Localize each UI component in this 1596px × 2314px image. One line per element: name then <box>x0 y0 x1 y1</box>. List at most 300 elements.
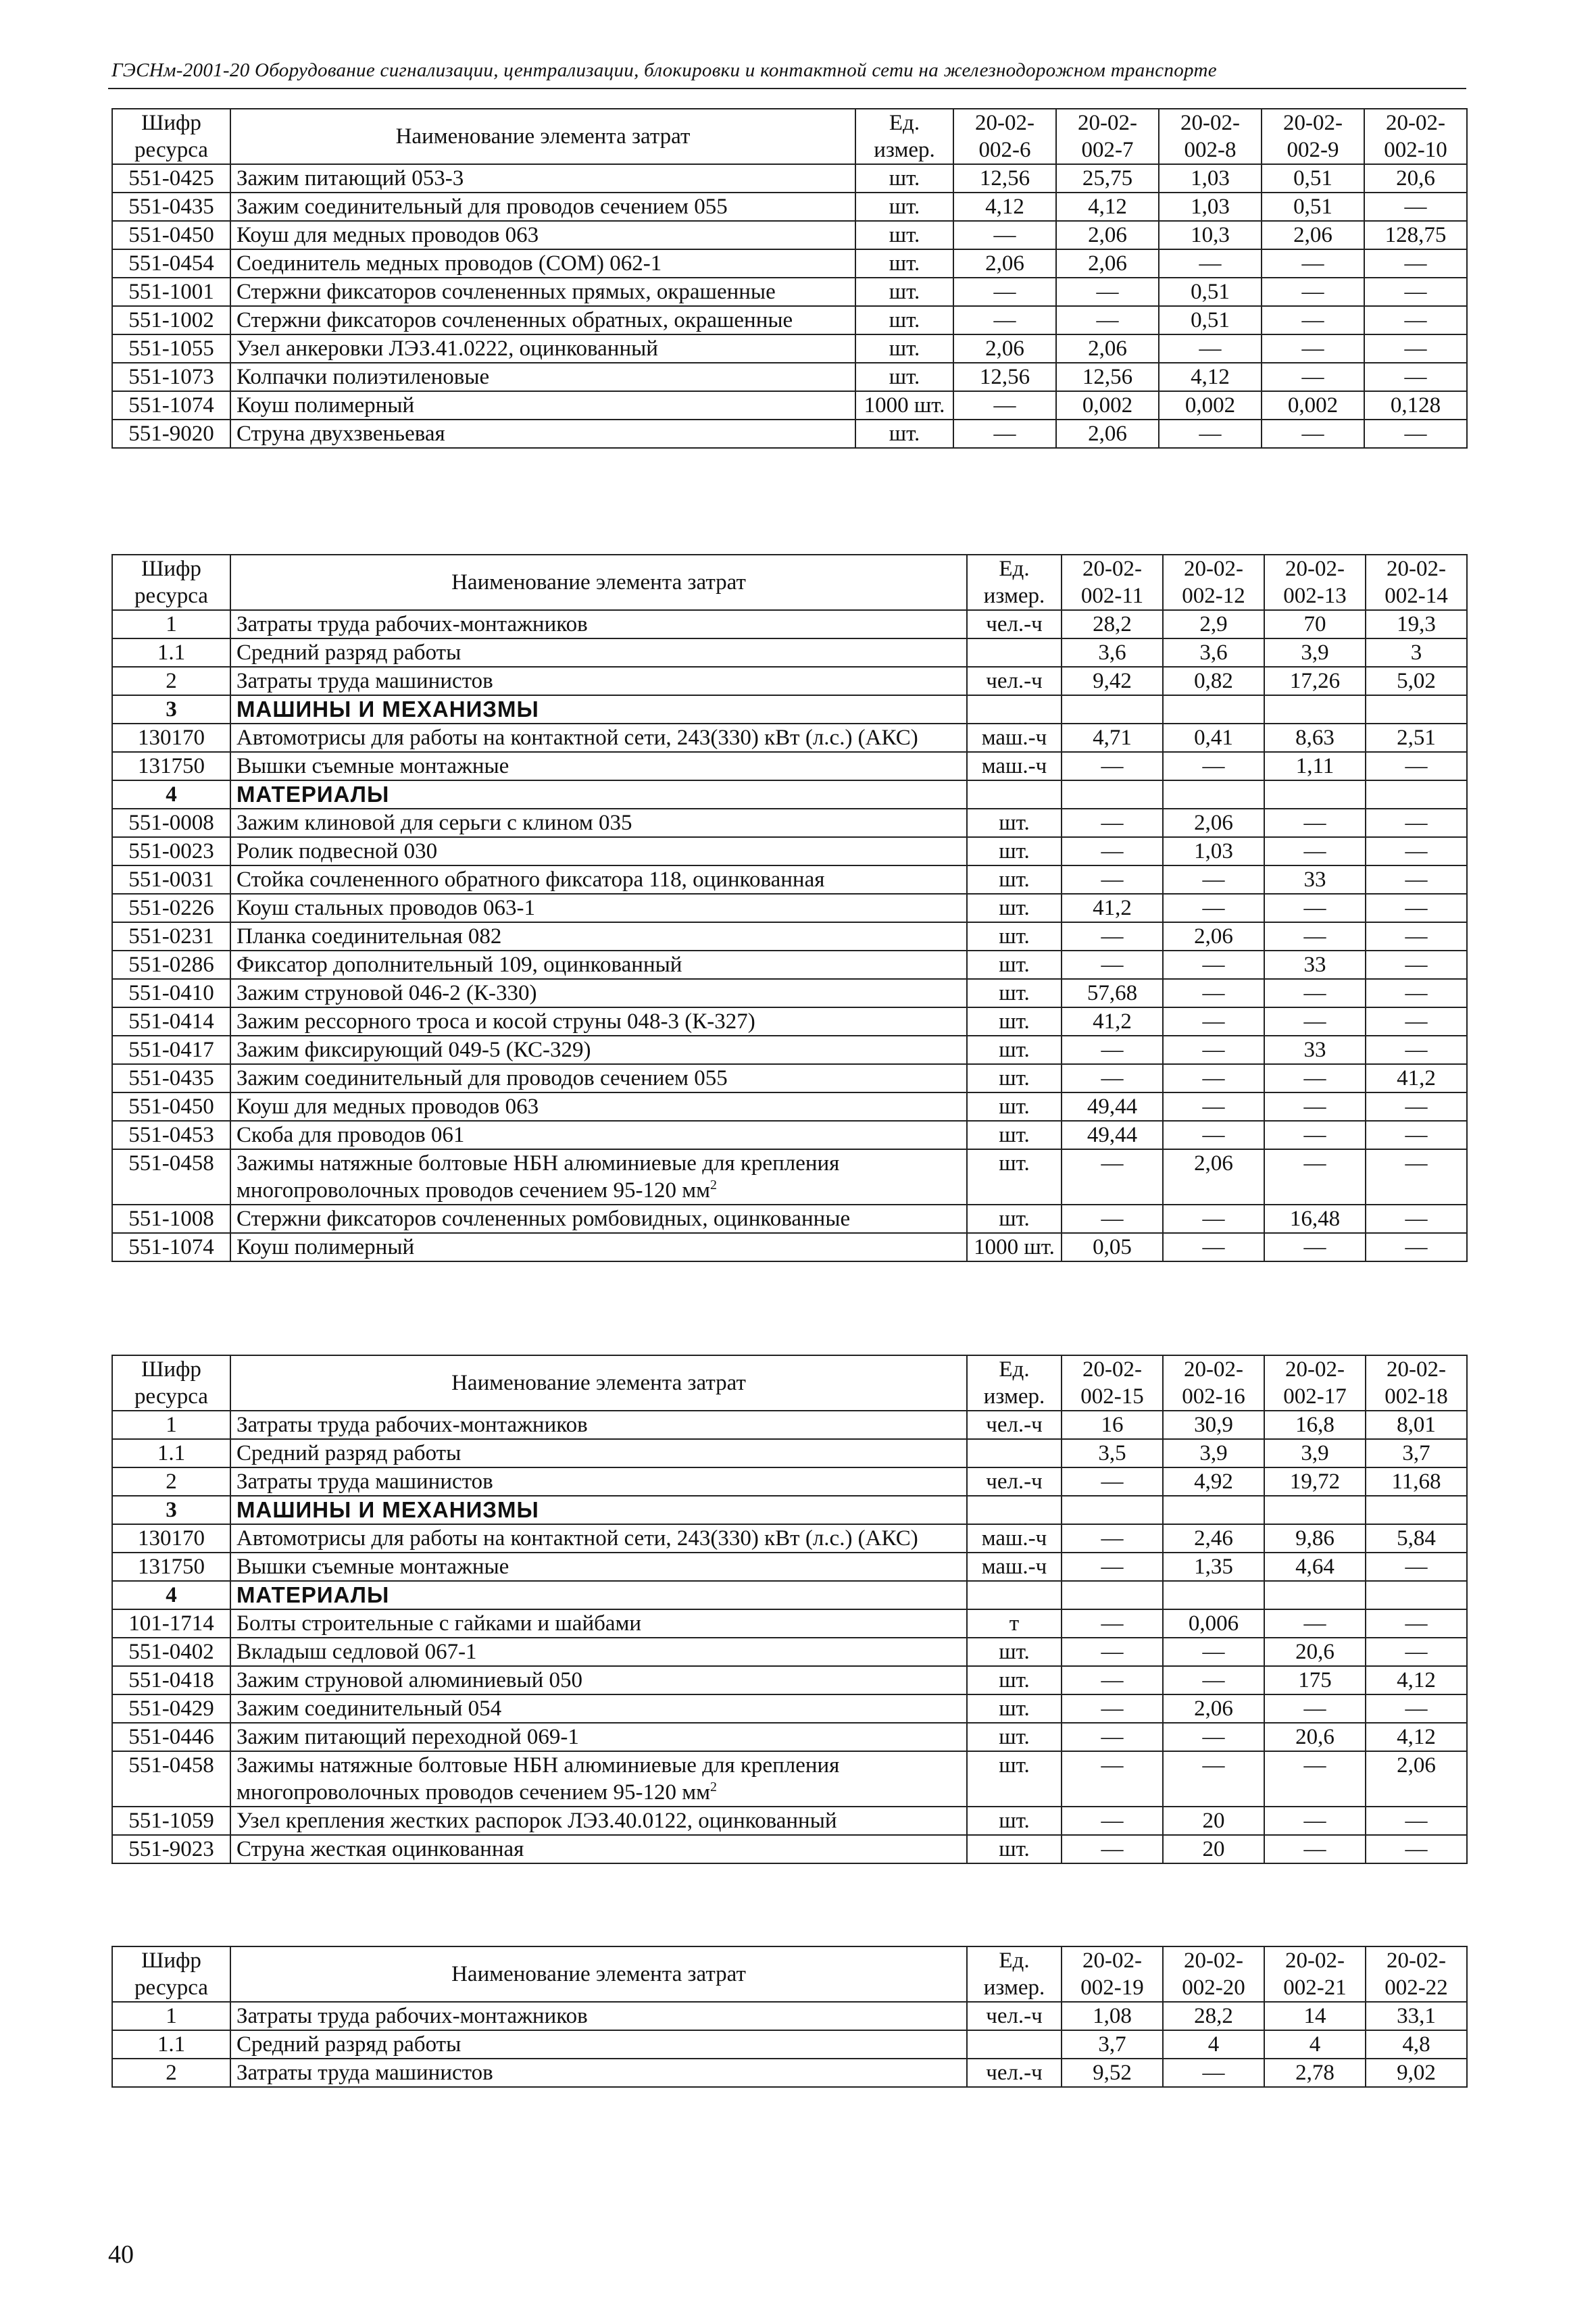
value-cell: — <box>1159 420 1262 448</box>
unit-cell <box>967 1496 1062 1524</box>
unit-cell: шт. <box>855 193 953 221</box>
value-cell: — <box>1159 249 1262 278</box>
value-cell: — <box>1366 1149 1467 1205</box>
resource-name-text: Зажим соединительный 054 <box>236 1696 502 1721</box>
value-cell: 12,56 <box>953 164 1056 193</box>
resource-name-text: Средний разряд работы <box>236 1441 462 1465</box>
resource-code: 551-9023 <box>112 1835 230 1863</box>
value-cell: 4,12 <box>1056 193 1159 221</box>
resource-name <box>230 1121 967 1149</box>
resource-code: 1 <box>112 2002 230 2030</box>
value-cell: 41,2 <box>1366 1064 1467 1092</box>
value-cell: 16,8 <box>1264 1411 1366 1439</box>
table-row <box>112 334 1467 363</box>
value-cell: 2,06 <box>1056 420 1159 448</box>
header-norm-code: 20-02-002-7 <box>1056 109 1159 164</box>
resource-code: 551-1008 <box>112 1205 230 1233</box>
value-cell: 9,86 <box>1264 1524 1366 1553</box>
resource-name <box>230 610 967 638</box>
value-cell <box>1366 695 1467 724</box>
resource-name-text: Стойка сочлененного обратного фиксатора 118, оцинкованная <box>236 867 825 892</box>
value-cell: — <box>1366 951 1467 979</box>
value-cell: 1,11 <box>1264 752 1366 780</box>
header-code: Шифр ресурса <box>112 1946 230 2002</box>
table-row <box>112 752 1467 780</box>
header-norm-code: 20-02-002-21 <box>1264 1946 1366 2002</box>
value-cell: 175 <box>1264 1666 1366 1694</box>
value-cell <box>1366 780 1467 809</box>
table-row <box>112 391 1467 420</box>
value-cell: — <box>1062 1609 1163 1638</box>
value-cell: 28,2 <box>1163 2002 1264 2030</box>
resource-name-text: Коуш стальных проводов 063-1 <box>236 896 535 920</box>
value-cell: — <box>1264 979 1366 1007</box>
unit-cell: шт. <box>855 334 953 363</box>
value-cell: — <box>1364 334 1467 363</box>
value-cell: — <box>1366 979 1467 1007</box>
resource-name-text: Колпачки полиэтиленовые <box>236 365 490 389</box>
resource-name <box>230 363 855 391</box>
resource-code: 2 <box>112 1467 230 1496</box>
value-cell: — <box>1062 1064 1163 1092</box>
header-norm-code: 20-02-002-18 <box>1366 1355 1467 1411</box>
value-cell: 2,06 <box>953 334 1056 363</box>
resource-name-text: МАШИНЫ И МЕХАНИЗМЫ <box>236 1497 539 1522</box>
resource-name <box>230 1233 967 1261</box>
value-cell: 49,44 <box>1062 1092 1163 1121</box>
value-cell: — <box>1366 1553 1467 1581</box>
unit-cell: шт. <box>967 1121 1062 1149</box>
table-row <box>112 1121 1467 1149</box>
resource-name-text: Зажим струновой 046-2 (К-330) <box>236 981 537 1005</box>
value-cell: — <box>1366 1092 1467 1121</box>
value-cell <box>1062 695 1163 724</box>
resource-name <box>230 193 855 221</box>
resource-name <box>230 1205 967 1233</box>
value-cell: — <box>1062 1149 1163 1205</box>
resource-table-4 <box>111 1946 1466 2088</box>
resource-code: 551-0458 <box>112 1751 230 1807</box>
resource-name <box>230 1835 967 1863</box>
unit-cell: шт. <box>967 809 1062 837</box>
value-cell: — <box>1366 1036 1467 1064</box>
resource-name-text: Затраты труда рабочих-монтажников <box>236 612 588 636</box>
table-row <box>112 865 1467 894</box>
value-cell: 2,06 <box>1262 221 1364 249</box>
table-row <box>112 979 1467 1007</box>
header-norm-code: 20-02-002-8 <box>1159 109 1262 164</box>
resource-code: 551-0453 <box>112 1121 230 1149</box>
value-cell: 2,06 <box>1163 1149 1264 1205</box>
value-cell: — <box>1062 1638 1163 1666</box>
table-row <box>112 1149 1467 1205</box>
resource-name <box>230 1092 967 1121</box>
value-cell: 16,48 <box>1264 1205 1366 1233</box>
value-cell: — <box>1366 1638 1467 1666</box>
table-row <box>112 1694 1467 1723</box>
header-code: Шифр ресурса <box>112 109 230 164</box>
header-norm-code: 20-02-002-22 <box>1366 1946 1467 2002</box>
unit-cell: шт. <box>967 1638 1062 1666</box>
resource-name <box>230 306 855 334</box>
resource-name <box>230 1638 967 1666</box>
value-cell: 12,56 <box>953 363 1056 391</box>
unit-cell <box>967 638 1062 667</box>
value-cell: 17,26 <box>1264 667 1366 695</box>
table-row <box>112 1723 1467 1751</box>
resource-name-text: Ролик подвесной 030 <box>236 839 438 863</box>
value-cell: 5,02 <box>1366 667 1467 695</box>
unit-cell: шт. <box>967 1694 1062 1723</box>
cost-table <box>111 1946 1468 2088</box>
value-cell: 33 <box>1264 951 1366 979</box>
value-cell: — <box>1062 1467 1163 1496</box>
resource-name-text: Коуш для медных проводов 063 <box>236 223 539 247</box>
value-cell: — <box>1163 1205 1264 1233</box>
resource-code: 551-0023 <box>112 837 230 865</box>
resource-name-text: Фиксатор дополнительный 109, оцинкованный <box>236 953 682 977</box>
table-row <box>112 1807 1467 1835</box>
header-norm-code: 20-02-002-9 <box>1262 109 1364 164</box>
resource-code: 551-0402 <box>112 1638 230 1666</box>
unit-cell: маш.-ч <box>967 1553 1062 1581</box>
value-cell: — <box>1264 1092 1366 1121</box>
unit-cell: шт. <box>967 1205 1062 1233</box>
resource-code: 551-0435 <box>112 193 230 221</box>
value-cell: — <box>1062 1036 1163 1064</box>
value-cell: — <box>1366 1609 1467 1638</box>
value-cell: — <box>1062 1524 1163 1553</box>
value-cell: 3 <box>1366 638 1467 667</box>
section-row <box>112 780 1467 809</box>
unit-cell: шт. <box>855 221 953 249</box>
value-cell: — <box>1062 837 1163 865</box>
value-cell: 1,03 <box>1159 193 1262 221</box>
value-cell: — <box>1163 752 1264 780</box>
value-cell: 10,3 <box>1159 221 1262 249</box>
value-cell: — <box>1062 1666 1163 1694</box>
resource-name-text: Вкладыш седловой 067-1 <box>236 1640 477 1664</box>
value-cell: — <box>1062 752 1163 780</box>
value-cell: — <box>1163 2059 1264 2087</box>
resource-code: 1.1 <box>112 638 230 667</box>
resource-code: 1 <box>112 1411 230 1439</box>
value-cell: — <box>953 306 1056 334</box>
resource-code: 551-1001 <box>112 278 230 306</box>
unit-cell: шт. <box>967 1666 1062 1694</box>
value-cell: 0,002 <box>1159 391 1262 420</box>
resource-name <box>230 894 967 922</box>
resource-code: 551-0226 <box>112 894 230 922</box>
resource-name <box>230 278 855 306</box>
value-cell: 2,06 <box>1056 334 1159 363</box>
unit-cell: чел.-ч <box>967 1467 1062 1496</box>
value-cell: 20 <box>1163 1835 1264 1863</box>
resource-code: 1.1 <box>112 1439 230 1467</box>
value-cell: 9,42 <box>1062 667 1163 695</box>
value-cell: 41,2 <box>1062 1007 1163 1036</box>
unit-cell: чел.-ч <box>967 1411 1062 1439</box>
value-cell: — <box>1264 1233 1366 1261</box>
value-cell: 2,78 <box>1264 2059 1366 2087</box>
table-header-row <box>112 555 1467 610</box>
value-cell: — <box>1062 1553 1163 1581</box>
unit-cell: 1000 шт. <box>855 391 953 420</box>
value-cell: — <box>1163 894 1264 922</box>
value-cell: 20,6 <box>1264 1723 1366 1751</box>
resource-name-text: Затраты труда машинистов <box>236 1469 493 1494</box>
unit-cell: шт. <box>967 1751 1062 1807</box>
resource-name <box>230 334 855 363</box>
unit-cell: шт. <box>855 306 953 334</box>
value-cell: 30,9 <box>1163 1411 1264 1439</box>
cost-table <box>111 108 1468 449</box>
value-cell: 0,05 <box>1062 1233 1163 1261</box>
value-cell: 3,9 <box>1264 1439 1366 1467</box>
resource-name-text: МАТЕРИАЛЫ <box>236 1582 390 1607</box>
unit-cell: шт. <box>967 1807 1062 1835</box>
value-cell: — <box>1264 894 1366 922</box>
value-cell: — <box>1264 1807 1366 1835</box>
resource-code: 551-0410 <box>112 979 230 1007</box>
table-row <box>112 1205 1467 1233</box>
value-cell: — <box>1366 1205 1467 1233</box>
header-norm-code: 20-02-002-11 <box>1062 555 1163 610</box>
value-cell: — <box>1163 1666 1264 1694</box>
resource-name <box>230 979 967 1007</box>
resource-name-text: Коуш полимерный <box>236 1235 415 1259</box>
value-cell: — <box>1163 1064 1264 1092</box>
unit-cell: шт. <box>967 951 1062 979</box>
value-cell: — <box>1364 363 1467 391</box>
table-row <box>112 2059 1467 2087</box>
value-cell: — <box>1366 865 1467 894</box>
resource-name-text: МАТЕРИАЛЫ <box>236 782 390 807</box>
value-cell: 20,6 <box>1364 164 1467 193</box>
value-cell: 3,9 <box>1264 638 1366 667</box>
value-cell: — <box>1364 278 1467 306</box>
value-cell: — <box>1062 1751 1163 1807</box>
table-row <box>112 667 1467 695</box>
resource-name-text: Затраты труда машинистов <box>236 2061 493 2085</box>
header-norm-code: 20-02-002-20 <box>1163 1946 1264 2002</box>
value-cell: 0,006 <box>1163 1609 1264 1638</box>
value-cell: 4 <box>1163 2030 1264 2059</box>
value-cell: — <box>1262 306 1364 334</box>
value-cell: — <box>1264 1149 1366 1205</box>
resource-name-text: Зажим соединительный для проводов сечением 055 <box>236 195 728 219</box>
resource-name-text: Затраты труда рабочих-монтажников <box>236 1413 588 1437</box>
value-cell: 33 <box>1264 865 1366 894</box>
resource-table-1 <box>111 108 1466 449</box>
unit-cell: шт. <box>855 249 953 278</box>
unit-cell: 1000 шт. <box>967 1233 1062 1261</box>
value-cell: — <box>1062 1807 1163 1835</box>
table-row <box>112 1609 1467 1638</box>
table-row <box>112 193 1467 221</box>
resource-name <box>230 249 855 278</box>
value-cell: — <box>1366 1835 1467 1863</box>
resource-name <box>230 638 967 667</box>
value-cell: — <box>1056 306 1159 334</box>
value-cell: — <box>1264 1007 1366 1036</box>
header-unit: Ед. измер. <box>967 1355 1062 1411</box>
resource-code: 551-0454 <box>112 249 230 278</box>
header-divider <box>108 88 1466 89</box>
value-cell: 33,1 <box>1366 2002 1467 2030</box>
value-cell: — <box>1062 951 1163 979</box>
unit-cell: шт. <box>967 865 1062 894</box>
value-cell: — <box>1366 922 1467 951</box>
header-name: Наименование элемента затрат <box>230 109 855 164</box>
value-cell: — <box>1262 249 1364 278</box>
cost-table <box>111 1355 1468 1864</box>
resource-code: 551-0414 <box>112 1007 230 1036</box>
resource-name <box>230 865 967 894</box>
value-cell: 3,9 <box>1163 1439 1264 1467</box>
unit-cell <box>967 780 1062 809</box>
resource-name <box>230 1007 967 1036</box>
resource-name <box>230 420 855 448</box>
running-header: ГЭСНм-2001-20 Оборудование сигнализации, централизации, блокировки и контактной сети на железнодорожном транспорте <box>111 59 1217 81</box>
value-cell: 2,06 <box>1163 1694 1264 1723</box>
value-cell: 5,84 <box>1366 1524 1467 1553</box>
unit-cell: шт. <box>855 363 953 391</box>
value-cell: — <box>953 391 1056 420</box>
value-cell: 0,41 <box>1163 724 1264 752</box>
resource-name-text: Зажим струновой алюминиевый 050 <box>236 1668 583 1692</box>
value-cell <box>1062 780 1163 809</box>
resource-code: 551-0418 <box>112 1666 230 1694</box>
header-name: Наименование элемента затрат <box>230 1946 967 2002</box>
value-cell: — <box>1062 1205 1163 1233</box>
unit-cell: шт. <box>967 1036 1062 1064</box>
header-norm-code: 20-02-002-15 <box>1062 1355 1163 1411</box>
resource-name-text: Зажим соединительный для проводов сечением 055 <box>236 1066 728 1090</box>
resource-code: 551-1073 <box>112 363 230 391</box>
value-cell: — <box>1364 420 1467 448</box>
table-row <box>112 724 1467 752</box>
unit-cell <box>967 1581 1062 1609</box>
resource-code: 3 <box>112 1496 230 1524</box>
value-cell: — <box>1264 922 1366 951</box>
value-cell: — <box>1163 979 1264 1007</box>
value-cell: — <box>1366 1007 1467 1036</box>
value-cell: 2,9 <box>1163 610 1264 638</box>
value-cell <box>1062 1496 1163 1524</box>
resource-code: 551-0417 <box>112 1036 230 1064</box>
value-cell: — <box>1163 1036 1264 1064</box>
resource-name-text: Соединитель медных проводов (СОМ) 062-1 <box>236 251 662 276</box>
value-cell: — <box>953 278 1056 306</box>
value-cell: 20,6 <box>1264 1638 1366 1666</box>
resource-name-text: Зажим рессорного троса и косой струны 048-3 (К-327) <box>236 1009 755 1034</box>
table-row <box>112 1553 1467 1581</box>
value-cell: — <box>1163 1638 1264 1666</box>
resource-name <box>230 1411 967 1439</box>
value-cell: 2,46 <box>1163 1524 1264 1553</box>
resource-name-text: Струна двухзвеньевая <box>236 422 445 446</box>
value-cell: 25,75 <box>1056 164 1159 193</box>
table-header-row <box>112 1946 1467 2002</box>
value-cell <box>1062 1581 1163 1609</box>
resource-name <box>230 695 967 724</box>
value-cell: 20 <box>1163 1807 1264 1835</box>
value-cell: 19,3 <box>1366 610 1467 638</box>
value-cell <box>1163 1581 1264 1609</box>
resource-code: 551-1074 <box>112 1233 230 1261</box>
resource-name <box>230 922 967 951</box>
value-cell: — <box>1062 1723 1163 1751</box>
value-cell: — <box>1364 306 1467 334</box>
header-code: Шифр ресурса <box>112 1355 230 1411</box>
table-row <box>112 1092 1467 1121</box>
value-cell: — <box>1366 752 1467 780</box>
value-cell: — <box>1366 1121 1467 1149</box>
value-cell: — <box>1264 1751 1366 1807</box>
resource-name <box>230 391 855 420</box>
resource-code: 3 <box>112 695 230 724</box>
resource-name <box>230 752 967 780</box>
value-cell <box>1163 695 1264 724</box>
unit-cell: шт. <box>967 922 1062 951</box>
table-row <box>112 164 1467 193</box>
resource-name <box>230 1609 967 1638</box>
value-cell <box>1163 1496 1264 1524</box>
value-cell: — <box>1163 1751 1264 1807</box>
unit-cell: шт. <box>967 837 1062 865</box>
value-cell <box>1366 1581 1467 1609</box>
value-cell: — <box>1163 1007 1264 1036</box>
value-cell: 0,82 <box>1163 667 1264 695</box>
unit-cell: шт. <box>967 1835 1062 1863</box>
table-row <box>112 2002 1467 2030</box>
resource-name-text: Скоба для проводов 061 <box>236 1123 465 1147</box>
header-norm-code: 20-02-002-10 <box>1364 109 1467 164</box>
resource-name-text: Автомотрисы для работы на контактной сети, 243(330) кВт (л.с.) (АКС) <box>236 1526 918 1551</box>
resource-name-text: Затраты труда машинистов <box>236 669 493 693</box>
value-cell: — <box>1264 1609 1366 1638</box>
resource-code: 101-1714 <box>112 1609 230 1638</box>
table-row <box>112 809 1467 837</box>
resource-name <box>230 1751 967 1807</box>
resource-code: 1.1 <box>112 2030 230 2059</box>
resource-name-text: Затраты труда рабочих-монтажников <box>236 2004 588 2028</box>
resource-name <box>230 1467 967 1496</box>
unit-cell: шт. <box>855 164 953 193</box>
resource-name-text: Планка соединительная 082 <box>236 924 502 949</box>
resource-table-3 <box>111 1355 1466 1864</box>
resource-name-text: Зажимы натяжные болтовые НБН алюминиевые для крепления многопроволочных проводов сечением 95-120 мм <box>236 1151 840 1203</box>
table-row <box>112 1233 1467 1261</box>
resource-code: 2 <box>112 2059 230 2087</box>
resource-code: 551-1074 <box>112 391 230 420</box>
value-cell: — <box>1366 1694 1467 1723</box>
resource-code: 551-1055 <box>112 334 230 363</box>
value-cell: — <box>1262 334 1364 363</box>
table-header-row <box>112 109 1467 164</box>
resource-code: 2 <box>112 667 230 695</box>
value-cell: — <box>1062 809 1163 837</box>
value-cell: — <box>1364 249 1467 278</box>
resource-name <box>230 724 967 752</box>
value-cell: — <box>1264 1694 1366 1723</box>
page-number: 40 <box>108 2240 134 2269</box>
value-cell: 70 <box>1264 610 1366 638</box>
value-cell: — <box>1262 420 1364 448</box>
resource-name-text: Коуш полимерный <box>236 393 415 418</box>
header-name: Наименование элемента затрат <box>230 555 967 610</box>
